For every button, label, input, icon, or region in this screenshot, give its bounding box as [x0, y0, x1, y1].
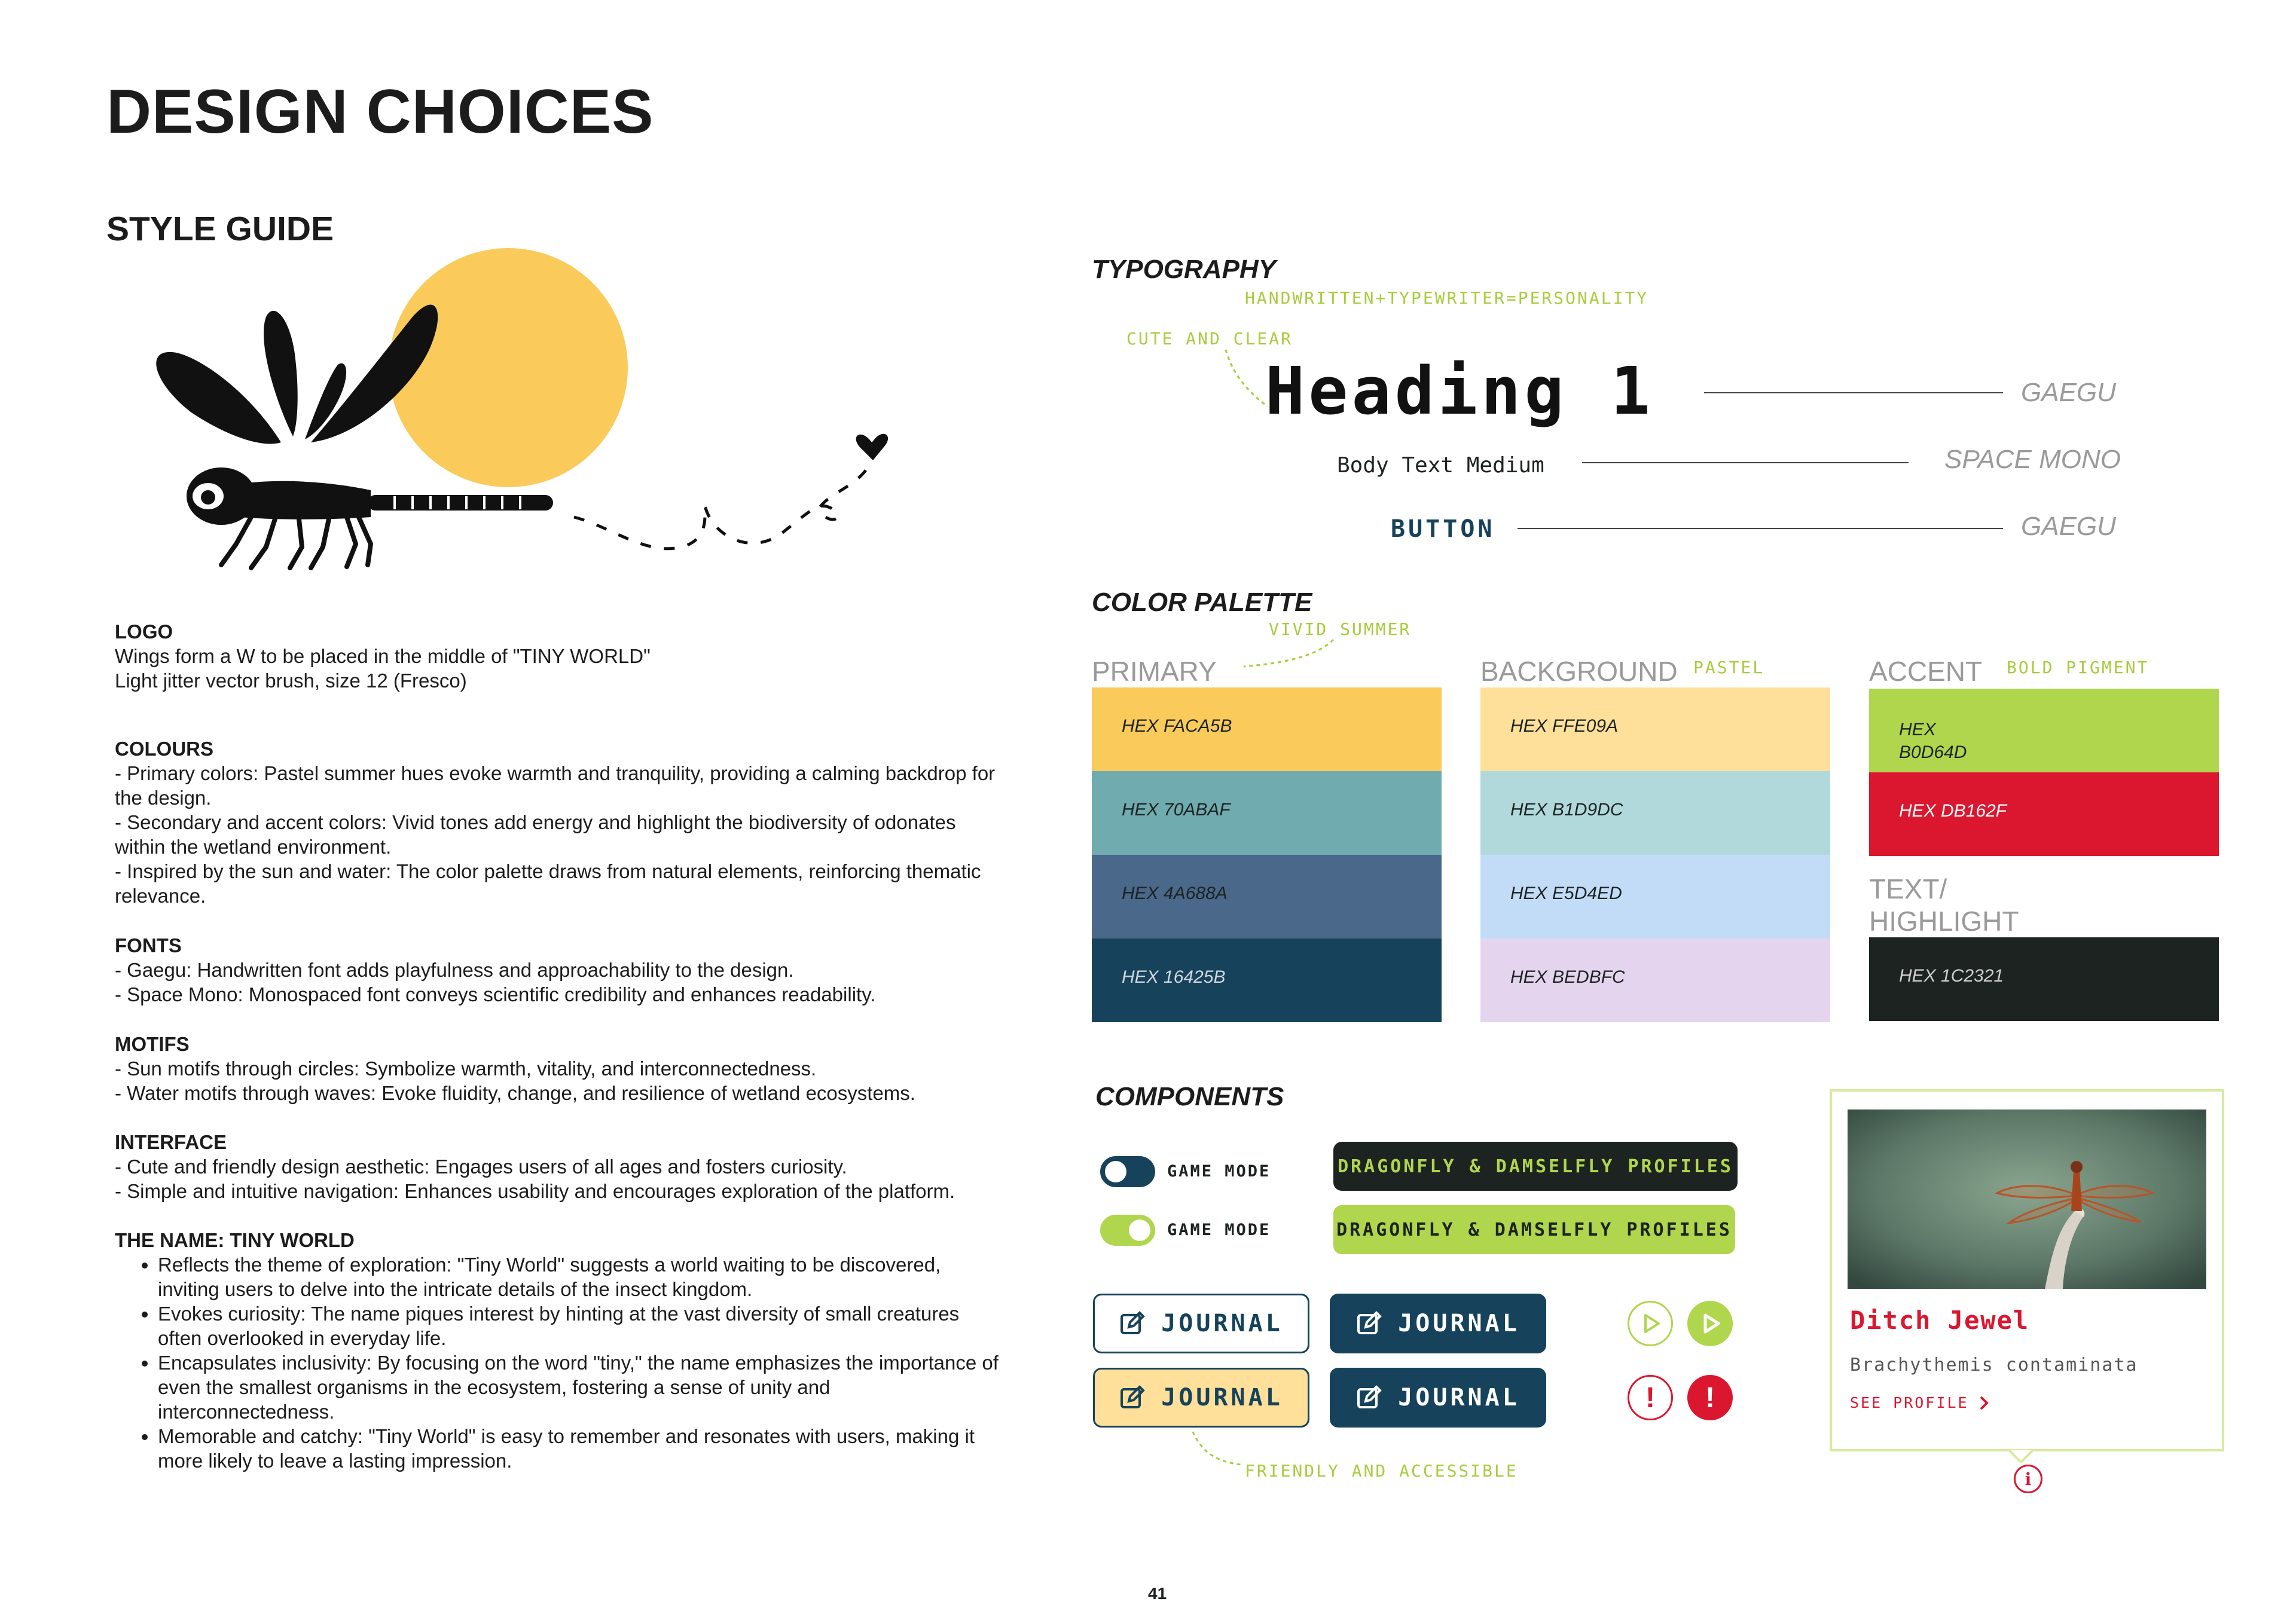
- divider: [1582, 462, 1909, 463]
- info-icon[interactable]: i: [2014, 1465, 2042, 1493]
- swatch-primary-3: HEX 4A688A: [1092, 855, 1442, 939]
- motifs-description: MOTIFS - Sun motifs through circles: Symbolize warmth, vitality, and interconnectedness. - Water motifs through waves: Evoke fluidity, change, and resilience of wetland ecosystems.: [115, 1033, 915, 1104]
- swatch-accent-1: HEX B0D64D: [1869, 689, 2219, 772]
- swatch-background-4: HEX BEDBFC: [1480, 939, 1830, 1022]
- swatch-accent-2: HEX DB162F: [1869, 772, 2219, 856]
- alert-icon-outline[interactable]: !: [1628, 1375, 1673, 1420]
- bold-note: BOLD PIGMENT: [2007, 658, 2150, 677]
- swatch-background-1: HEX FFE09A: [1480, 687, 1830, 771]
- swatch-background-2: HEX B1D9DC: [1480, 771, 1830, 855]
- toggle-label: GAME MODE: [1167, 1221, 1271, 1239]
- divider: [1518, 528, 2003, 529]
- text-highlight-label: TEXT/ HIGHLIGHT: [1869, 873, 2019, 937]
- primary-label: PRIMARY: [1092, 656, 1217, 687]
- style-guide-heading: STYLE GUIDE: [106, 210, 334, 248]
- list-item: • Reflects the theme of exploration: "Tiny World" suggests a world waiting to be discovered, inviting users to delve into the intricate details of the insect kingdom.: [158, 1252, 1000, 1301]
- swatch-primary-4: HEX 16425B: [1092, 939, 1442, 1022]
- divider: [1704, 392, 2003, 393]
- see-profile-link[interactable]: SEE PROFILE: [1850, 1394, 1989, 1411]
- edit-icon: [1119, 1310, 1146, 1337]
- journal-button-yellow[interactable]: JOURNAL: [1093, 1368, 1309, 1428]
- heading-sample: Heading 1: [1265, 353, 1654, 429]
- palette-heading: COLOR PALETTE: [1092, 588, 1312, 617]
- accent-label: ACCENT: [1869, 656, 1983, 687]
- edit-icon: [1356, 1310, 1382, 1337]
- typography-heading: TYPOGRAPHY: [1092, 255, 1277, 284]
- note-arrow: [1190, 1429, 1244, 1471]
- card-pointer: [2009, 1450, 2033, 1463]
- profiles-button-green[interactable]: DRAGONFLY & DAMSELFLY PROFILES: [1333, 1205, 1735, 1254]
- swatch-text-1: HEX 1C2321: [1869, 937, 2219, 1021]
- heart-icon: [856, 434, 888, 460]
- play-icon-filled[interactable]: [1687, 1301, 1733, 1346]
- body-font-name: SPACE MONO: [1944, 445, 2121, 474]
- game-mode-toggle-on[interactable]: [1100, 1215, 1155, 1246]
- swatch-primary-2: HEX 70ABAF: [1092, 771, 1442, 855]
- swatch-background-3: HEX E5D4ED: [1480, 855, 1830, 939]
- body-sample: Body Text Medium: [1337, 453, 1544, 478]
- profile-card[interactable]: [1830, 1089, 2224, 1451]
- background-label: BACKGROUND: [1480, 656, 1678, 687]
- edit-icon: [1119, 1384, 1146, 1411]
- chevron-right-icon: [1979, 1395, 1989, 1411]
- journal-button-dark-2[interactable]: JOURNAL: [1330, 1368, 1546, 1428]
- game-mode-toggle-off[interactable]: [1100, 1156, 1155, 1187]
- toggle-label: GAME MODE: [1167, 1162, 1271, 1181]
- colours-description: COLOURS - Primary colors: Pastel summer hues evoke warmth and tranquility, providing a calming backdrop for the design. - Secondary and accent colors: Vivid tones add energy and highlight the biodiversity of odonates within the wetland environment. - Inspired by the sun and water: The color palette draws from natural elements, reinforcing thematic relevance.: [115, 738, 996, 907]
- play-icon-outline[interactable]: [1628, 1301, 1673, 1346]
- journal-button-dark[interactable]: JOURNAL: [1330, 1294, 1546, 1353]
- interface-description: INTERFACE - Cute and friendly design aesthetic: Engages users of all ages and fosters curiosity. - Simple and intuitive navigation: Enhances usability and encourages exploration of the platform.: [115, 1131, 955, 1202]
- page-title: DESIGN CHOICES: [106, 77, 654, 146]
- button-sample: BUTTON: [1391, 515, 1495, 543]
- page-number: 41: [1148, 1584, 1167, 1603]
- journal-button-outline[interactable]: JOURNAL: [1093, 1294, 1309, 1353]
- components-heading: COMPONENTS: [1095, 1082, 1284, 1111]
- sun-circle: [389, 248, 628, 487]
- name-description: THE NAME: TINY WORLD • Reflects the theme of exploration: "Tiny World" suggests a world waiting to be discovered, inviting users to delve into the intricate details of the insect kingdom. • Evokes curiosity: The name piques interest by hinting at the vast diversity of small creatures often overlooked in everyday life. • Encapsulates inclusivity: By focusing on the word "tiny," the name emphasizes the importance of even the smallest organisms in the ecosystem, fostering a sense of unity and interconnectedness. • Memorable and catchy: "Tiny World" is easy to remember and resonates with users, making it more likely to leave a lasting impression.: [115, 1228, 1000, 1473]
- vivid-note: VIVID SUMMER: [1269, 619, 1412, 639]
- card-title: Ditch Jewel: [1850, 1306, 2030, 1335]
- friendly-note: FRIENDLY AND ACCESSIBLE: [1245, 1461, 1518, 1481]
- typography-note: HANDWRITTEN+TYPEWRITER=PERSONALITY: [1245, 288, 1649, 308]
- left-wing: [156, 352, 281, 444]
- dragonfly-thorax: [239, 481, 371, 519]
- left-inner-wing: [264, 311, 298, 436]
- profiles-button-dark[interactable]: DRAGONFLY & DAMSELFLY PROFILES: [1333, 1142, 1738, 1191]
- logo-description: LOGO Wings form a W to be placed in the middle of "TINY WORLD" Light jitter vector brush, size 12 (Fresco): [115, 621, 651, 692]
- swatch-primary-1: HEX FACA5B: [1092, 687, 1442, 771]
- list-item: • Encapsulates inclusivity: By focusing on the word "tiny," the name emphasizes the importance of even the smallest organisms in the ecosystem, fostering a sense of unity and interconnectedness.: [158, 1350, 1000, 1424]
- list-item: • Memorable and catchy: "Tiny World" is easy to remember and resonates with users, making it more likely to leave a lasting impression.: [158, 1424, 1000, 1473]
- note-arrow: [1232, 634, 1339, 676]
- list-item: • Evokes curiosity: The name piques interest by hinting at the vast diversity of small creatures often overlooked in everyday life.: [158, 1301, 1000, 1350]
- alert-icon-filled[interactable]: !: [1687, 1375, 1733, 1420]
- logo-illustration: [132, 245, 957, 598]
- pastel-note: PASTEL: [1693, 658, 1765, 677]
- dragonfly-photo: [1848, 1109, 2206, 1289]
- heading-font-name: GAEGU: [2021, 378, 2116, 407]
- edit-icon: [1356, 1384, 1382, 1411]
- cute-note: CUTE AND CLEAR: [1126, 329, 1293, 349]
- flight-path: [574, 454, 873, 549]
- fonts-description: FONTS - Gaegu: Handwritten font adds playfulness and approachability to the design. - Space Mono: Monospaced font conveys scientific credibility and enhances readability.: [115, 934, 876, 1005]
- card-scientific-name: Brachythemis contaminata: [1850, 1355, 2138, 1376]
- button-font-name: GAEGU: [2021, 512, 2116, 541]
